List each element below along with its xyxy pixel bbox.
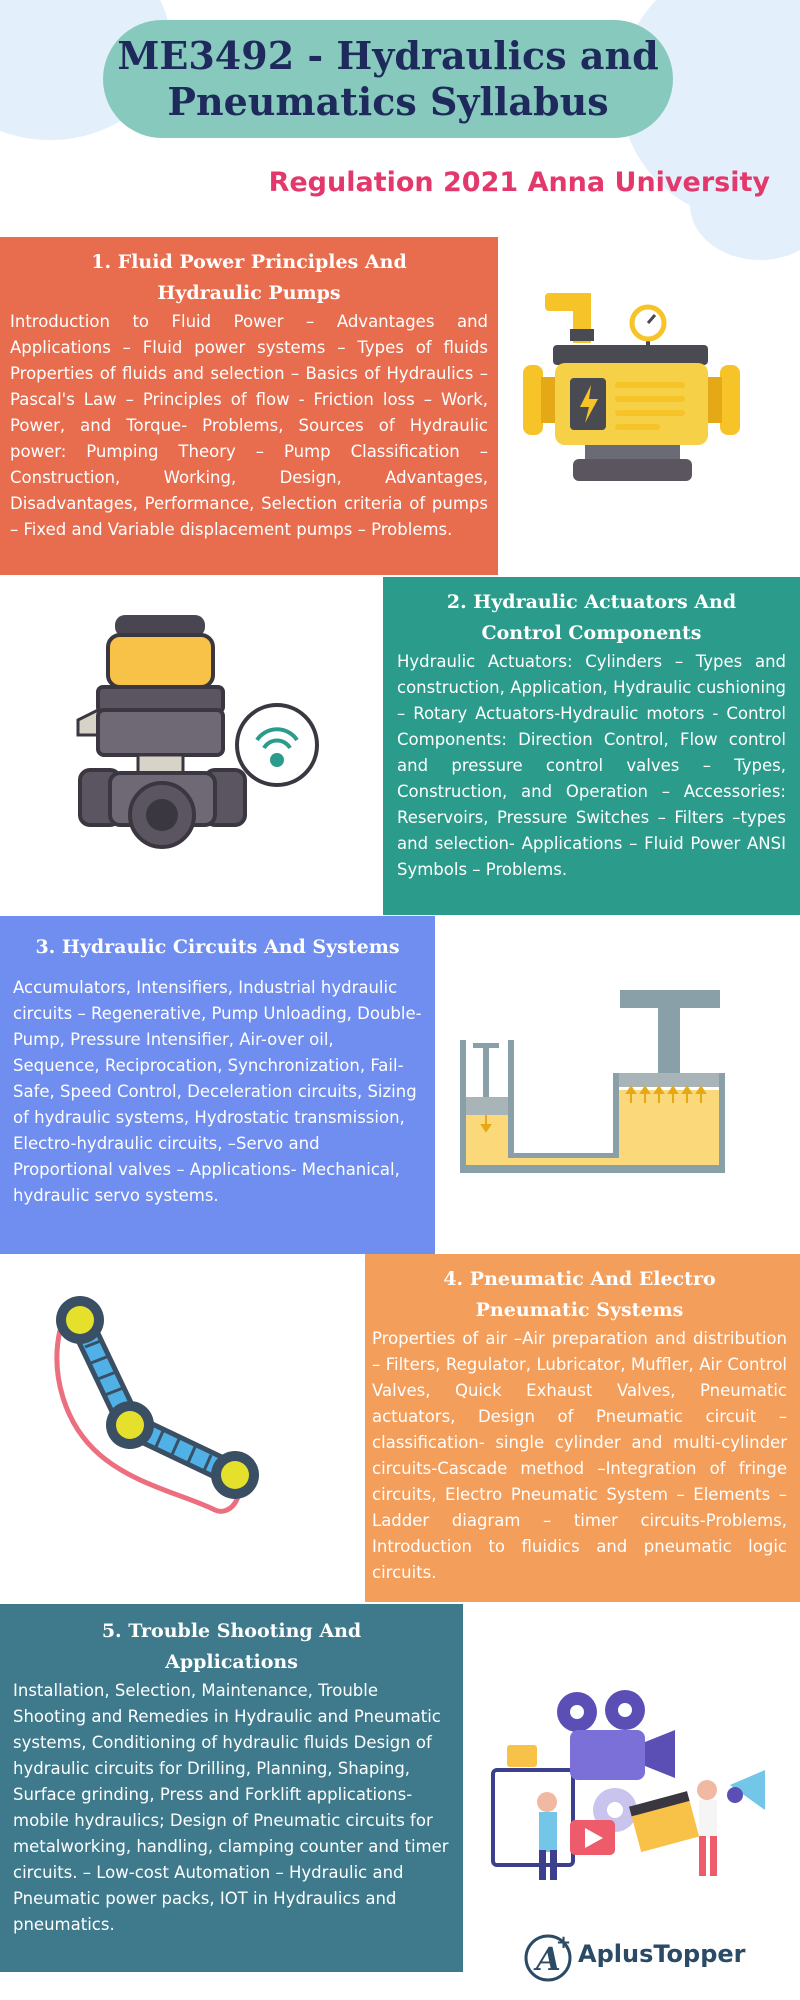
hydraulic-pump-icon — [515, 285, 750, 495]
section-title: 1. Fluid Power Principles And Hydraulic Pumps — [91, 251, 407, 304]
page-title-line2: Pneumatics Syllabus — [167, 79, 609, 124]
control-valve-icon — [70, 610, 330, 865]
film-production-icon — [485, 1690, 775, 1885]
page-subtitle: Regulation 2021 Anna University — [268, 167, 770, 198]
section-title: 2. Hydraulic Actuators And Control Components — [446, 591, 737, 644]
aplustopper-logo — [520, 1928, 750, 1984]
section-title: 5. Trouble Shooting And Applications — [101, 1620, 362, 1673]
section-fluid-power — [0, 237, 498, 575]
section-actuators — [383, 577, 800, 915]
aplustopper-logo-text: AplusTopper — [578, 1940, 746, 1968]
page-title-line1: ME3492 - Hydraulics and — [117, 33, 659, 78]
section-body: Hydraulic Actuators: Cylinders – Types and construction, Application, Hydraulic cushioning – Rotary Actuators-Hydraulic motors - Control Components: Direction Control, Flow control and pressure control valves – Types, Construction, and Operation – Accessories: Reservoirs, Pressure Switches – Filters –types and selection- Applications – Fluid Power ANSI Symbols – Problems. — [397, 652, 786, 879]
svg-text:+: + — [556, 1932, 572, 1953]
robotic-arm-icon — [45, 1285, 305, 1535]
section-body: Accumulators, Intensifiers, Industrial hydraulic circuits – Regenerative, Pump Unloading, Double-Pump, Pressure Intensifier, Air-over oil, Sequence, Reciprocation, Synchronization, Fail-Safe, Speed Control, Deceleration circuits, Sizing of hydraulic systems, Hydrostatic transmission, Electro-hydraulic circuits, –Servo and Proportional valves – Applications- Mechanical, hydraulic servo systems. — [13, 978, 422, 1205]
section-title: 4. Pneumatic And Electro Pneumatic Systems — [443, 1268, 716, 1321]
hydraulic-press-icon — [455, 985, 735, 1185]
page-title — [103, 20, 673, 138]
section-title: 3. Hydraulic Circuits And Systems — [35, 936, 400, 958]
section-body: Installation, Selection, Maintenance, Trouble Shooting and Remedies in Hydraulic and Pneumatic systems, Conditioning of hydraulic fluids Design of hydraulic circuits for Drilling, Planning, Shaping, Surface grinding, Press and Forklift applications- mobile hydraulics; Design of Pneumatic circuits for metalworking, handling, clamping counter and timer circuits. – Low-cost Automation – Hydraulic and Pneumatic power packs, IOT in Hydraulics and pneumatics. — [13, 1681, 449, 1934]
section-circuits — [0, 916, 435, 1254]
section-body: Properties of air –Air preparation and distribution – Filters, Regulator, Lubricator, Muffler, Air Control Valves, Quick Exhaust Valves, Pneumatic actuators, Design of Pneumatic circuit –classification- single cylinder and multi-cylinder circuits-Cascade method –Integration of fringe circuits, Electro Pneumatic System – Elements – Ladder diagram – timer circuits-Problems, Introduction to fluidics and pneumatic logic circuits. — [372, 1329, 787, 1582]
section-pneumatic — [365, 1254, 800, 1602]
section-troubleshooting — [0, 1604, 463, 1972]
svg-text:A: A — [536, 1940, 561, 1978]
section-body: Introduction to Fluid Power – Advantages and Applications – Fluid power systems – Types of fluids Properties of fluids and selection – Basics of Hydraulics – Pascal's Law – Principles of flow - Friction loss – Work, Power, and Torque- Problems, Sources of Hydraulic power: Pumping Theory – Pump Classification – Construction, Working, Design, Advantages, Disadvantages, Performance, Selection criteria of pumps – Fixed and Variable displacement pumps – Problems. — [10, 312, 488, 539]
